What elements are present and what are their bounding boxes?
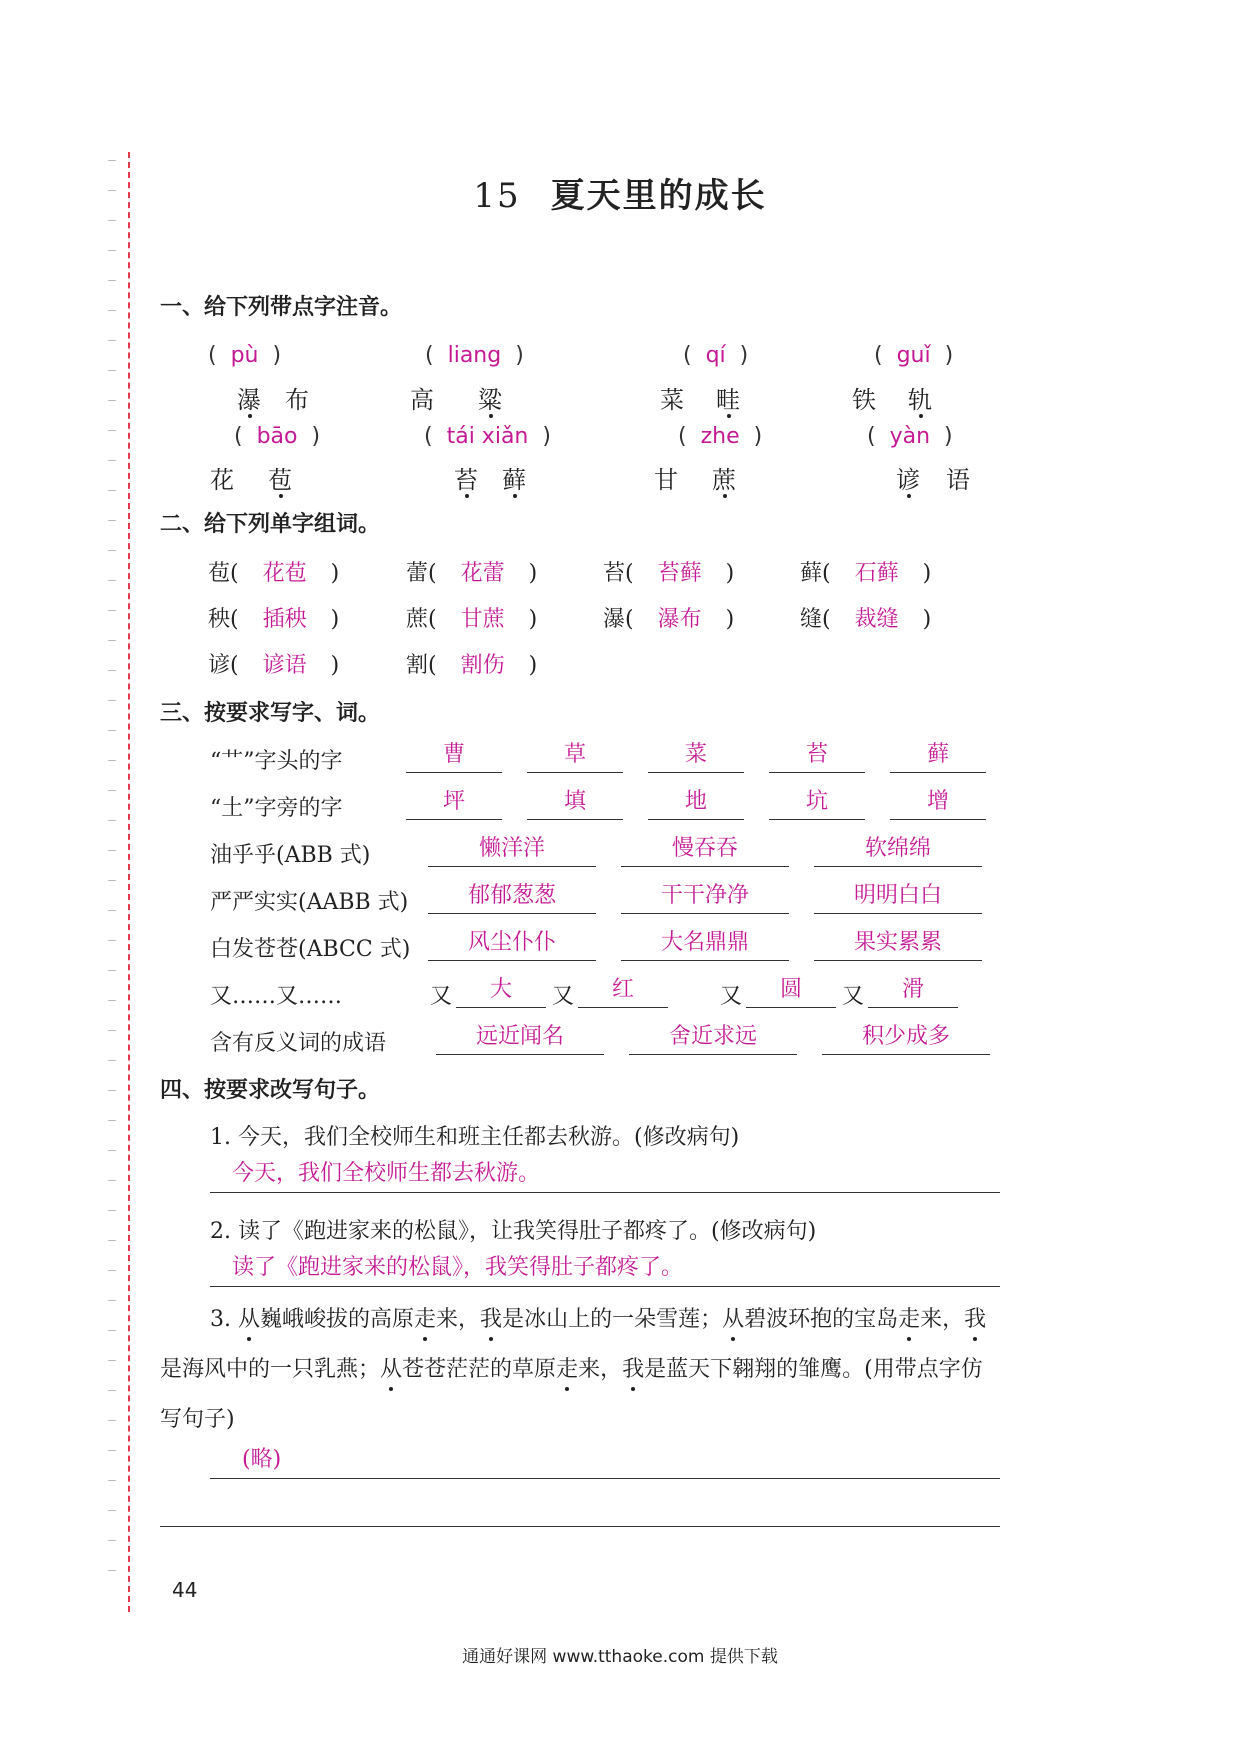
dotted-char: 苔	[454, 460, 502, 495]
footer-credit: 通通好课网 www.tthaoke.com 提供下载	[462, 1647, 778, 1667]
edge-tick	[108, 520, 116, 521]
edge-tick	[108, 310, 116, 311]
wordgroup-answer: 花苞	[262, 561, 307, 586]
edge-tick	[108, 280, 116, 281]
section-4-heading: 四、按要求改写句子。	[160, 1078, 381, 1103]
row-label: 又……又……	[210, 984, 343, 1009]
answer-blank: 大	[456, 973, 546, 1008]
edge-tick	[108, 1240, 116, 1241]
char: 语	[946, 466, 970, 494]
edge-tick	[108, 1570, 116, 1571]
char-pair	[660, 380, 764, 415]
row-label: “土”字旁的字	[210, 796, 343, 821]
wordgroup-answer: 苔藓	[657, 561, 702, 586]
answer-blank: 滑	[868, 973, 958, 1008]
dotted-char: 粱	[478, 380, 526, 415]
answer-blank: 苔	[769, 738, 865, 773]
char-pair	[454, 460, 550, 495]
edge-tick	[108, 1120, 116, 1121]
edge-tick	[108, 1210, 116, 1211]
wordgroup-item: 秧( 插秧 )	[208, 602, 339, 633]
wordgroup-item: 瀑( 瀑布 )	[603, 602, 734, 633]
pinyin-item: ( liang )	[425, 343, 524, 368]
pinyin-item: ( pù )	[208, 343, 282, 368]
wordgroup-item: 苔( 苔藓 )	[603, 556, 734, 587]
edge-tick	[108, 880, 116, 881]
edge-tick	[108, 1060, 116, 1061]
answer-blank: 藓	[890, 738, 986, 773]
answer-blank: 郁郁葱葱	[428, 879, 596, 914]
char-pair	[654, 460, 760, 495]
edge-tick	[108, 490, 116, 491]
answer-blank: 明明白白	[814, 879, 982, 914]
edge-tick	[108, 460, 116, 461]
wordgroup-answer: 瀑布	[657, 607, 702, 632]
edge-tick	[108, 850, 116, 851]
answer-blank: 干干净净	[621, 879, 789, 914]
edge-tick	[108, 400, 116, 401]
edge-tick	[108, 550, 116, 551]
dotted-word: 走来	[898, 1307, 943, 1332]
edge-tick	[108, 670, 116, 671]
wordgroup-item: 谚( 谚语 )	[208, 648, 339, 679]
pinyin-answer: qí	[705, 343, 726, 368]
you-word: 又	[430, 984, 453, 1009]
answer-blank: 坪	[406, 785, 502, 820]
sentence-answer-1: 今天，我们全校师生都去秋游。	[210, 1156, 1000, 1193]
edge-tick	[108, 610, 116, 611]
answer-blank: 慢吞吞	[621, 832, 789, 867]
edge-tick	[108, 970, 116, 971]
wordgroup-item: 缝( 裁缝 )	[800, 602, 931, 633]
edge-tick	[108, 1090, 116, 1091]
pinyin-answer: guǐ	[896, 343, 931, 368]
wordgroup-answer: 花蕾	[460, 561, 505, 586]
edge-tick	[108, 760, 116, 761]
pinyin-answer: bāo	[256, 424, 298, 449]
char-pair	[410, 380, 526, 415]
wordgroup-item: 蕾( 花蕾 )	[406, 556, 537, 587]
answer-blank: 地	[648, 785, 744, 820]
pinyin-item: ( zhe )	[678, 424, 763, 449]
sentence-question-1: 1. 今天，我们全校师生和班主任都去秋游。(修改病句)	[210, 1125, 740, 1150]
dotted-word: 我是	[480, 1307, 525, 1332]
edge-tick	[108, 220, 116, 221]
edge-tick	[108, 1540, 116, 1541]
answer-blank: 风尘仆仆	[428, 926, 596, 961]
edge-tick	[108, 580, 116, 581]
dotted-word: 从	[722, 1307, 745, 1332]
answer-blank: 积少成多	[822, 1020, 990, 1055]
char: 菜	[660, 386, 684, 414]
lesson-number: 15	[473, 176, 521, 216]
you-word: 又	[720, 984, 743, 1009]
dotted-char: 畦	[716, 380, 764, 415]
wordgroup-answer: 甘蔗	[460, 607, 505, 632]
wordgroup-item: 蔗( 甘蔗 )	[406, 602, 537, 633]
edge-tick	[108, 250, 116, 251]
edge-tick	[108, 910, 116, 911]
pinyin-item: ( yàn )	[867, 424, 953, 449]
edge-tick	[108, 1360, 116, 1361]
edge-tick	[108, 1420, 116, 1421]
sentence-answer-2: 读了《跑进家来的松鼠》，我笑得肚子都疼了。	[210, 1250, 1000, 1287]
pinyin-answer: zhe	[700, 424, 740, 449]
section-3-heading: 三、按要求写字、词。	[160, 701, 381, 726]
you-word: 又	[552, 984, 575, 1009]
dotted-word: 从	[237, 1307, 260, 1332]
dotted-char: 瀑	[237, 380, 285, 415]
answer-blank: 曹	[406, 738, 502, 773]
answer-blank: 菜	[648, 738, 744, 773]
char: 布	[285, 386, 309, 414]
pinyin-answer: yàn	[889, 424, 931, 449]
sentence-answer-3: (略)	[210, 1442, 1000, 1479]
section-2-heading: 二、给下列单字组词。	[160, 512, 381, 537]
edge-ticks	[108, 160, 118, 1620]
edge-tick	[108, 1390, 116, 1391]
dotted-char: 苞	[268, 460, 316, 495]
section-1-heading: 一、给下列带点字注音。	[160, 295, 403, 320]
dotted-word: 从	[380, 1357, 403, 1382]
you-word: 又	[842, 984, 865, 1009]
dotted-char: 蔗	[712, 460, 760, 495]
char: 铁	[852, 386, 876, 414]
page-number: 44	[172, 1578, 198, 1602]
pinyin-item: ( qí )	[683, 343, 749, 368]
edge-tick	[108, 1180, 116, 1181]
pinyin-item: ( bāo )	[234, 424, 321, 449]
char: 甘	[654, 466, 678, 494]
edge-tick	[108, 640, 116, 641]
wordgroup-item: 藓( 石藓 )	[800, 556, 931, 587]
answer-blank: 软绵绵	[814, 832, 982, 867]
answer-blank: 懒洋洋	[428, 832, 596, 867]
dotted-word: 我是	[622, 1357, 667, 1382]
dotted-word: 走来	[556, 1357, 601, 1382]
answer-blank: 草	[527, 738, 623, 773]
wordgroup-answer: 割伤	[460, 653, 505, 678]
edge-tick	[108, 160, 116, 161]
edge-tick	[108, 1270, 116, 1271]
edge-tick	[108, 370, 116, 371]
dotted-word: 走来	[414, 1307, 459, 1332]
edge-tick	[108, 700, 116, 701]
edge-tick	[108, 1300, 116, 1301]
wordgroup-answer: 石藓	[854, 561, 899, 586]
row-label: 油乎乎(ABB 式)	[210, 843, 371, 868]
dotted-word: 我是	[160, 1307, 987, 1382]
margin-line	[128, 152, 130, 1612]
edge-tick	[108, 1000, 116, 1001]
wordgroup-answer: 裁缝	[854, 607, 899, 632]
pinyin-answer: tái xiǎn	[446, 424, 529, 449]
row-label: “艹”字头的字	[210, 749, 343, 774]
blank-answer-line	[160, 1490, 1000, 1527]
pinyin-item: ( guǐ )	[874, 343, 954, 368]
row-label: 严严实实(AABB 式)	[210, 890, 409, 915]
row-label: 白发苍苍(ABCC 式)	[210, 937, 411, 962]
edge-tick	[108, 1510, 116, 1511]
dotted-char: 藓	[502, 460, 550, 495]
edge-tick	[108, 940, 116, 941]
edge-tick	[108, 1030, 116, 1031]
edge-tick	[108, 820, 116, 821]
answer-blank: 填	[527, 785, 623, 820]
edge-tick	[108, 430, 116, 431]
dotted-char: 谚	[896, 460, 946, 495]
pinyin-answer: pù	[230, 343, 259, 368]
answer-blank: 圆	[746, 973, 836, 1008]
pinyin-answer: liang	[447, 343, 502, 368]
dotted-char: 轨	[908, 380, 956, 415]
wordgroup-answer: 插秧	[262, 607, 307, 632]
sentence-question-2: 2. 读了《跑进家来的松鼠》，让我笑得肚子都疼了。(修改病句)	[210, 1219, 817, 1244]
sentence-question-3: 3. 从巍峨峻拔的高原走来，我是冰山上的一朵雪莲；从碧波环抱的宝岛走来，我是海风中的一只乳燕；从苍苍茫茫的草原走来，我是蓝天下翱翔的雏鹰。(用带点字仿写句子)	[160, 1307, 987, 1432]
edge-tick	[108, 730, 116, 731]
page-title	[0, 168, 1240, 217]
answer-blank: 增	[890, 785, 986, 820]
char-pair	[896, 460, 994, 495]
answer-blank: 果实累累	[814, 926, 982, 961]
answer-blank: 坑	[769, 785, 865, 820]
edge-tick	[108, 1480, 116, 1481]
edge-tick	[108, 790, 116, 791]
char-pair	[852, 380, 956, 415]
char-pair	[237, 380, 333, 415]
answer-blank: 舍近求远	[629, 1020, 797, 1055]
wordgroup-item: 苞( 花苞 )	[208, 556, 339, 587]
row-label: 含有反义词的成语	[210, 1031, 387, 1056]
lesson-title: 夏天里的成长	[550, 176, 767, 216]
wordgroup-item: 割( 割伤 )	[406, 648, 537, 679]
char-pair	[210, 460, 316, 495]
edge-tick	[108, 340, 116, 341]
edge-tick	[108, 1330, 116, 1331]
char: 花	[210, 466, 234, 494]
answer-blank: 红	[578, 973, 668, 1008]
pinyin-item: ( tái xiǎn )	[424, 424, 551, 449]
answer-blank: 大名鼎鼎	[621, 926, 789, 961]
edge-tick	[108, 1450, 116, 1451]
char: 高	[410, 386, 434, 414]
edge-tick	[108, 1150, 116, 1151]
wordgroup-answer: 谚语	[262, 653, 307, 678]
answer-blank: 远近闻名	[436, 1020, 604, 1055]
